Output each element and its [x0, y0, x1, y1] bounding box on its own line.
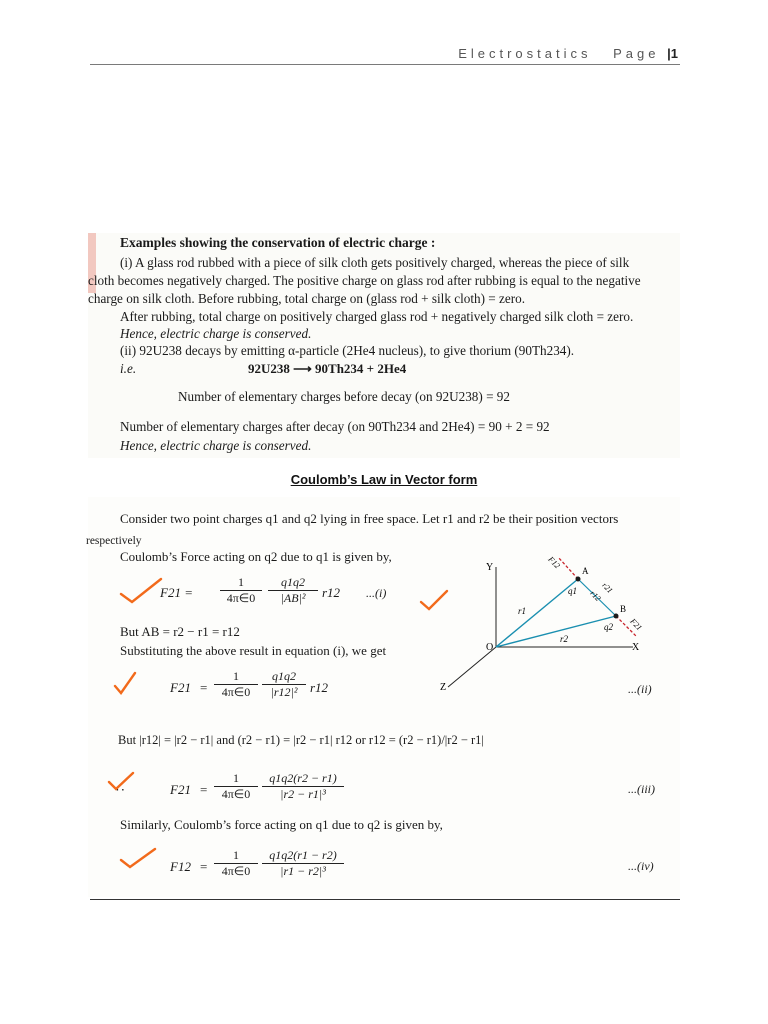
check-mark-icon: [118, 576, 164, 604]
f12-arrow: [558, 557, 578, 579]
q1-label: q1: [568, 586, 577, 596]
q2-label: q2: [604, 622, 613, 632]
page-header: [458, 46, 678, 61]
eq4-den: 4π∈0: [221, 864, 251, 878]
eq4-tag: ...(iv): [628, 859, 654, 873]
point-a: [576, 577, 581, 582]
header-separator: |: [667, 46, 671, 61]
header-page-label: Page: [613, 46, 660, 61]
check-mark-icon: [118, 846, 158, 870]
eq2-tag: ...(ii): [628, 682, 652, 696]
but-line-2: But |r12| = |r2 − r1| and (r2 − r1) = |r2 − r1| r12 or r12 = (r2 − r1)/|r2 − r1|: [118, 733, 484, 747]
eq1-lhs: F21 =: [160, 585, 193, 600]
check-mark-icon: [418, 588, 450, 612]
eq4-coef: [214, 848, 258, 879]
eq2-den2: |r12|²: [270, 685, 298, 699]
equals: =: [200, 782, 208, 797]
eq3-tag: ...(iii): [628, 782, 655, 796]
f12-label: F12: [546, 554, 562, 571]
charges-after: Number of elementary charges after decay (on 90Th234 and 2He4) = 90 + 2 = 92: [120, 419, 550, 434]
check-mark-icon: [106, 770, 136, 792]
y-axis-label: Y: [486, 562, 494, 573]
r2-label: r2: [560, 634, 569, 644]
eq2-num: 1: [214, 669, 258, 685]
text-line: cloth becomes negatively charged. The positive charge on glass rod after rubbing is equal to the negative: [88, 273, 641, 288]
r1-label: r1: [518, 606, 527, 616]
header-title: Electrostatics: [458, 46, 592, 61]
eq1-num: 1: [220, 575, 262, 591]
decay-reaction: 92U238 ⟶ 90Th234 + 2He4: [248, 361, 407, 376]
text-line: Hence, electric charge is conserved.: [120, 326, 312, 341]
eq1-num2: q1q2: [268, 575, 318, 591]
respectively-word: respectively: [86, 535, 142, 547]
but-line-1: But AB = r2 − r1 = r12: [120, 624, 240, 639]
footer-rule: [90, 899, 680, 900]
eq3-lhs: F21: [170, 782, 191, 797]
eq1-rhs: r12: [322, 585, 341, 600]
section-title: Coulomb’s Law in Vector form: [290, 472, 478, 487]
ie-label: i.e.: [120, 361, 137, 376]
equals: =: [200, 680, 208, 695]
origin-label: O: [486, 642, 494, 653]
eq3-den: 4π∈0: [221, 787, 251, 801]
point-a-label: A: [582, 566, 589, 576]
eq1-coef: [220, 575, 262, 606]
eq3-num: 1: [214, 771, 258, 787]
header-page-number: 1: [670, 46, 678, 61]
text-line: (i) A glass rod rubbed with a piece of silk cloth gets positively charged, whereas the piece of silk: [120, 255, 630, 270]
check-mark-icon: [112, 670, 138, 696]
z-axis-label: Z: [440, 682, 447, 692]
eq4-term: [262, 848, 344, 879]
eq4-den2: |r1 − r2|³: [280, 864, 326, 878]
eq2-den: 4π∈0: [221, 685, 251, 699]
scanned-excerpt-conservation: [88, 233, 680, 458]
r12-label: r12: [588, 588, 603, 604]
f21-label: F21: [628, 616, 644, 633]
eq3-num2: q1q2(r2 − r1): [262, 771, 344, 787]
eq2-num2: q1q2: [262, 669, 306, 685]
eq4-num: 1: [214, 848, 258, 864]
eq2-rhs: r12: [310, 680, 329, 695]
x-axis-label: X: [632, 642, 640, 653]
header-rule: [90, 64, 680, 65]
eq1-den: 4π∈0: [226, 591, 256, 605]
z-axis: [448, 647, 496, 687]
similarly-line: Similarly, Coulomb’s force acting on q1 due to q2 is given by,: [120, 817, 443, 832]
eq4-num2: q1q2(r1 − r2): [262, 848, 344, 864]
eq2-lhs: F21: [170, 680, 191, 695]
eq1-den2: |AB|²: [280, 591, 306, 605]
r21-label: r21: [600, 580, 615, 596]
scanned-excerpt-coulomb: [88, 497, 680, 897]
text-line: charge on silk cloth. Before rubbing, total charge on (glass rod + silk cloth) = zero.: [88, 291, 526, 306]
eq2-coef: [214, 669, 258, 700]
eq2-term: [262, 669, 306, 700]
given-by-line: Coulomb’s Force acting on q2 due to q1 is given by,: [120, 549, 392, 564]
point-b-label: B: [620, 604, 627, 614]
eq1-tag: ...(i): [366, 586, 387, 600]
eq4-lhs: F12: [170, 859, 191, 874]
point-b: [614, 614, 619, 619]
eq3-term: [262, 771, 344, 802]
eq3-coef: [214, 771, 258, 802]
intro-line: Consider two point charges q1 and q2 lying in free space. Let r1 and r2 be their position vectors: [120, 511, 619, 526]
coulomb-vector-diagram: [428, 552, 658, 692]
eq3-den2: |r2 − r1|³: [280, 787, 326, 801]
substitute-line: Substituting the above result in equation (i), we get: [120, 643, 387, 658]
text-line: After rubbing, total charge on positively charged glass rod + negatively charged silk cloth = zero.: [120, 309, 634, 324]
equals: =: [200, 859, 208, 874]
conservation-heading: Examples showing the conservation of electric charge :: [120, 235, 436, 250]
charges-before: Number of elementary charges before decay (on 92U238) = 92: [178, 389, 510, 404]
therefore-sign: ∴: [116, 780, 125, 795]
conclusion-line: Hence, electric charge is conserved.: [120, 438, 312, 453]
text-line: (ii) 92U238 decays by emitting α-particle (2He4 nucleus), to give thorium (90Th234).: [120, 343, 575, 358]
eq1-term: [268, 575, 318, 606]
